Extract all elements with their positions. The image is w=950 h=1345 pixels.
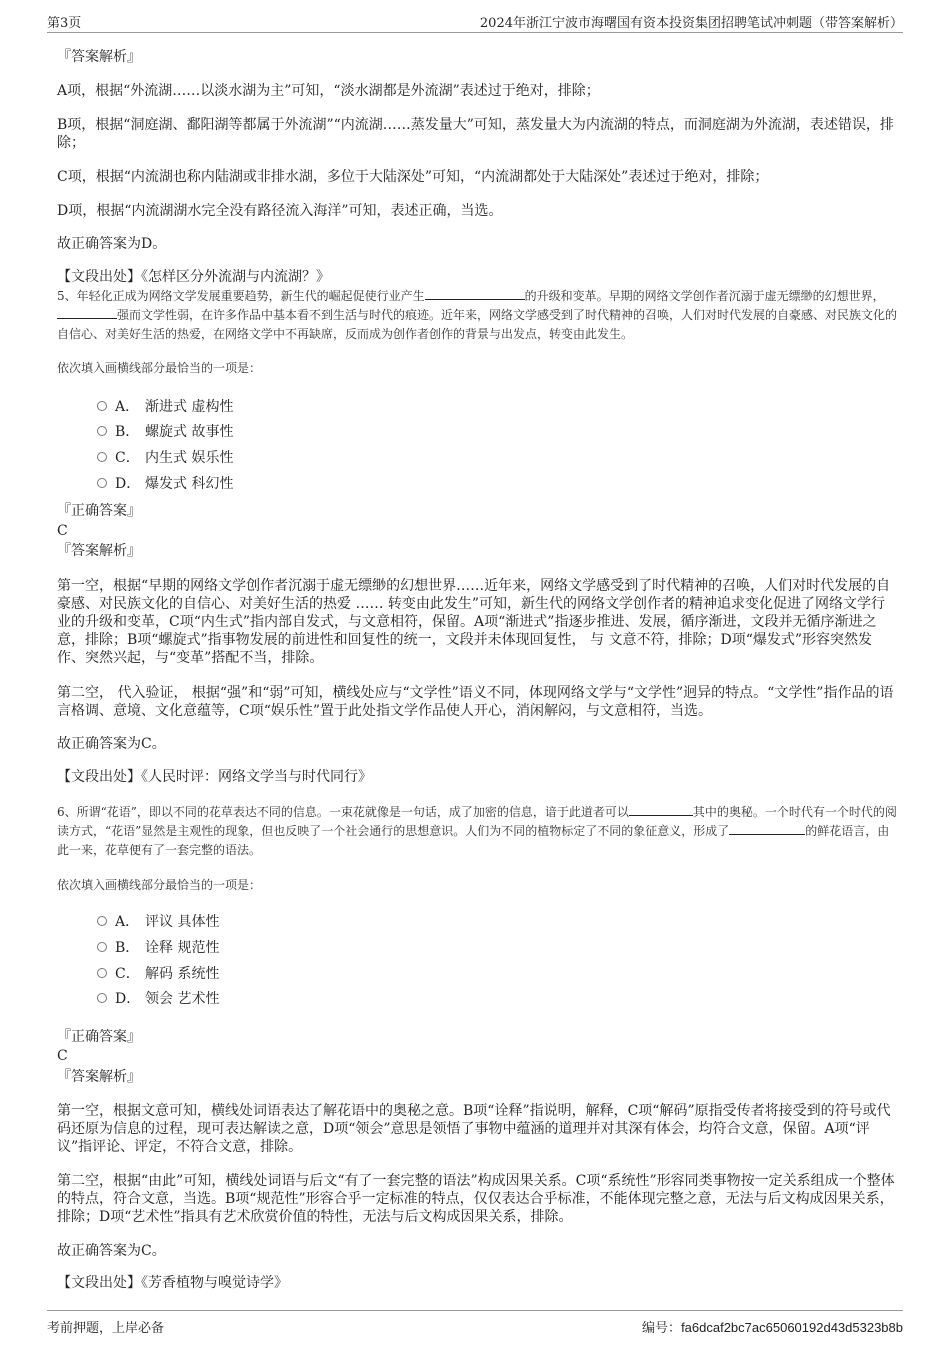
analysis-label: 『答案解析』 [57,49,141,65]
answer-option[interactable]: A． 评议 具体性 [97,913,219,931]
analysis-paragraph: 第二空，根据“由此”可知，横线处词语与后文“有了一套完整的语法”构成因果关系。C项“系统性”形容同类事物按一定关系组成一个整体的特点，符合文意，当选。B项“规范性”形容合乎一定标准的特点，仅仅表达合乎标准，不能体现完整之意，无法与后文构成因果关系，排除；D项“艺术性”指具有艺术欣赏价值的特性，无法与后文构成因果关系，排除。 [57,1173,895,1225]
correct-answer: C [57,523,68,539]
page-footer [47,1310,903,1337]
radio-icon[interactable] [97,916,107,926]
radio-icon[interactable] [97,401,107,411]
document-title: 2024年浙江宁波市海曙国有资本投资集团招聘笔试冲刺题（带答案解析） [479,16,903,31]
radio-icon[interactable] [97,993,107,1003]
source-citation: 【文段出处】《人民时评：网络文学当与时代同行》 [57,769,372,785]
footer-slogan: 考前押题，上岸必备 [47,1321,165,1336]
question-prompt: 依次填入画横线部分最恰当的一项是： [57,878,262,892]
analysis-paragraph: B项，根据“洞庭湖、鄱阳湖等都属于外流湖”“内流湖……蒸发量大”可知，蒸发量大为内流湖的特点，而洞庭湖为外流湖，表述错误，排除； [57,117,894,151]
answer-option[interactable]: A． 渐进式 虚构性 [97,398,233,416]
correct-answer: C [57,1048,68,1064]
analysis-paragraph: C项，根据“内流湖也称内陆湖或非排水湖，多位于大陆深处”可知，“内流湖都处于大陆深处”表述过于绝对，排除； [57,169,769,185]
question-stem: 5、年轻化正成为网络文学发展重要趋势，新生代的崛起促使行业产生 的升级和变革。早期的网络文学创作者沉溺于虚无缥缈的幻想世界，强而文学性弱，在许多作品中基本看不到生活与时代的痕迹。近年来，网络文学感受到了时代精神的召唤，人们对时代发展的自豪感、对民族文化的自信心、对美好生活的热爱，在网络文学中不再缺席，反而成为创作者创作的背景与出发点，转变由此发生。 [57,289,898,341]
radio-icon[interactable] [97,452,107,462]
conclusion-text: 故正确答案为C。 [57,1243,166,1259]
fill-blank [57,306,117,319]
analysis-paragraph: 第一空，根据“早期的网络文学创作者沉溺于虚无缥缈的幻想世界……近年来，网络文学感受到了时代精神的召唤，人们对时代发展的自豪感、对民族文化的自信心、对美好生活的热爱 …… 转变由此发生”可知，新生代的网络文学创作者的精神追求变化促进了网络文学行业的升级和变革，C项“内生式”指内部自发式，与文意相符，保留。A项“渐进式”指逐步推进、发展，循序渐进，文段并无循序渐进之意，排除；B项“螺旋式”指事物发展的前进性和回复性的统一，文段并未体现回复性， 与 文意不符，排除；D项“爆发式”形容突然发作、突然兴起，与“变革”搭配不当，排除。 [57,578,891,666]
analysis-paragraph: D项，根据“内流湖湖水完全没有路径流入海洋”可知，表述正确，当选。 [57,203,503,219]
fill-blank [729,822,805,835]
analysis-label: 『答案解析』 [57,1069,141,1085]
fill-blank [629,803,693,816]
conclusion-text: 故正确答案为D。 [57,236,167,252]
conclusion-text: 故正确答案为C。 [57,736,166,752]
radio-icon[interactable] [97,478,107,488]
analysis-label: 『答案解析』 [57,543,141,559]
radio-icon[interactable] [97,942,107,952]
answer-option[interactable]: D． 爆发式 科幻性 [97,475,233,493]
answer-option[interactable]: D． 领会 艺术性 [97,990,219,1008]
analysis-paragraph: 第二空， 代入验证， 根据“强”和“弱”可知，横线处应与“文学性”语义不同，体现网络文学与“文学性”迥异的特点。“文学性”指作品的语言格调、意境、文化意蕴等，C项“娱乐性”置于此处指文学作品使人开心，消闲解闷，与文意相符，当选。 [57,685,894,719]
question-prompt: 依次填入画横线部分最恰当的一项是： [57,361,262,375]
answer-option[interactable]: C． 解码 系统性 [97,965,219,983]
answer-option[interactable]: C． 内生式 娱乐性 [97,449,233,467]
page-number: 第3页 [47,16,82,31]
analysis-paragraph: A项，根据“外流湖……以淡水湖为主”可知，“淡水湖都是外流湖”表述过于绝对，排除； [57,83,600,99]
answer-option[interactable]: B． 诠释 规范性 [97,939,219,957]
radio-icon[interactable] [97,426,107,436]
page-header [47,8,903,33]
answer-option[interactable]: B． 螺旋式 故事性 [97,423,233,441]
source-citation: 【文段出处】《芳香植物与嗅觉诗学》 [57,1275,288,1291]
analysis-paragraph: 第一空，根据文意可知，横线处词语表达了解花语中的奥秘之意。B项“诠释”指说明，解释，C项“解码”原指受传者将接受到的符号或代码还原为信息的过程，现可表达解读之意，D项“领会”意思是领悟了事物中蕴涵的道理并对其深有体会，均符合文意，保留。A项“评议”指评论、评定，不符合文意，排除。 [57,1103,891,1155]
fill-blank [425,287,525,300]
radio-icon[interactable] [97,968,107,978]
document-code: 编号：fa6dcaf2bc7ac65060192d43d5323b8b [642,1320,903,1336]
source-citation: 【文段出处】《怎样区分外流湖与内流湖？》 [57,269,330,285]
question-stem: 6、所谓“花语”，即以不同的花草表达不同的信息。一束花就像是一句话，成了加密的信息，谙于此道者可以 其中的奥秘。一个时代有一个时代的阅读方式，“花语”显然是主观性的现象，但也反映了一个社会通行的思想意识。人们为不同的植物标定了不同的象征意义，形成了 的鲜花语言，由此一来，花草便有了一套完整的语法。 [57,805,897,857]
correct-answer-label: 『正确答案』 [57,1029,141,1045]
correct-answer-label: 『正确答案』 [57,503,141,519]
